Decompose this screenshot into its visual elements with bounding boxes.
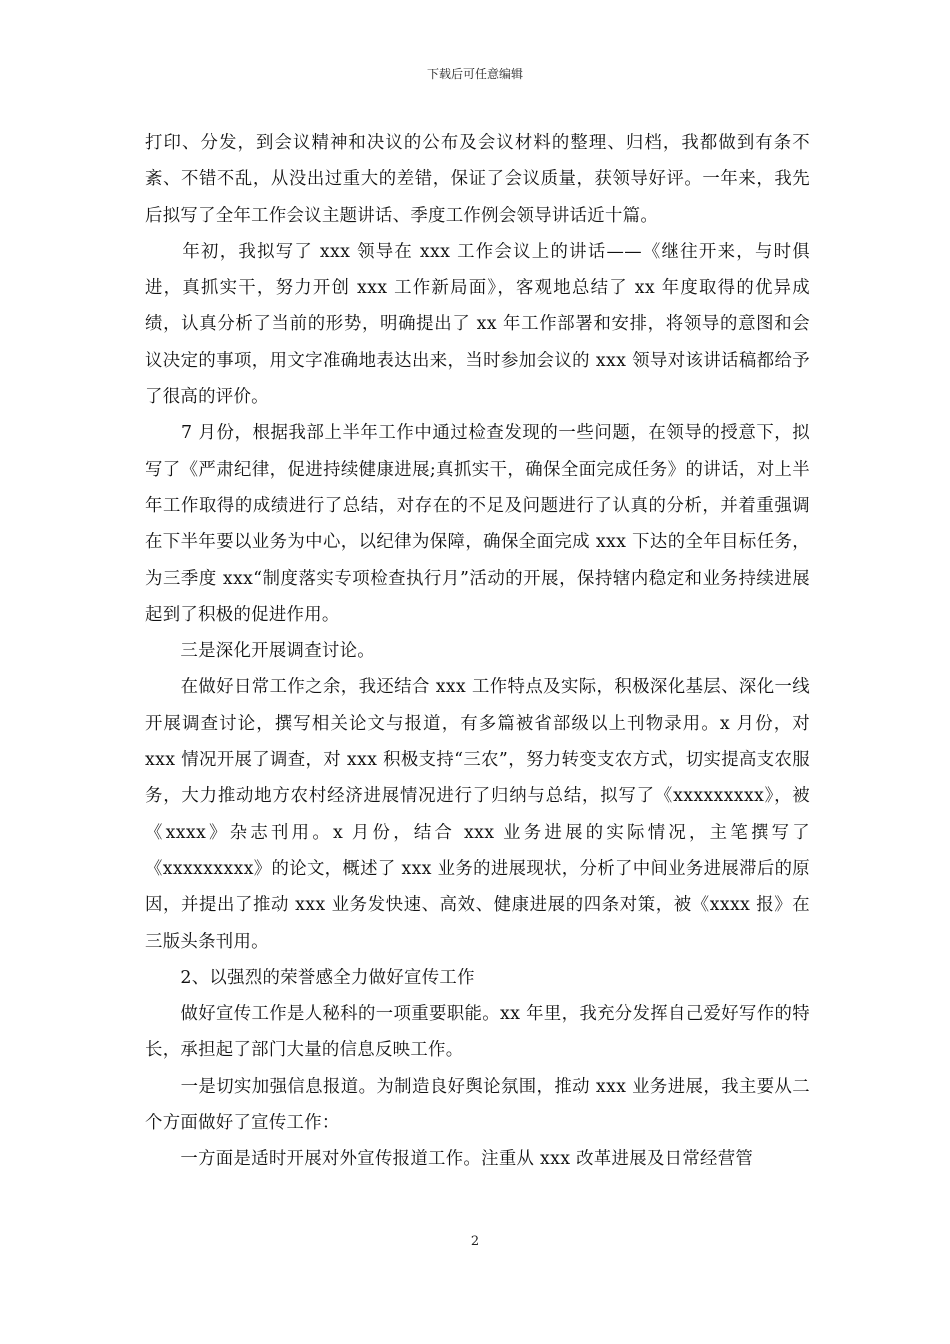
paragraph-publicity-intro: 做好宣传工作是人秘科的一项重要职能。xx 年里，我充分发挥自己爱好写作的特长，承担起了部门大量的信息反映工作。 [145, 1004, 810, 1061]
paragraph-july-speech: 7 月份，根据我部上半年工作中通过检查发现的一些问题，在领导的授意下，拟写了《严肃纪律，促进持续健康进展;真抓实干，确保全面完成任务》的讲话，对上半年工作取得的成绩进行了总结，对存在的不足及问题进行了认真的分析，并着重强调在下半年要以业务为中心，以纪律为保障，确保全面完成 xxx 下达的全年目标任务，为三季度 xxx“制度落实专项检查执行月”活动的开展，保持辖内稳定和业务持续进展起到了积极的促进作用。 [145, 423, 810, 625]
paragraph-meeting-work: 打印、分发，到会议精神和决议的公布及会议材料的整理、归档，我都做到有条不紊、不错不乱，从没出过重大的差错，保证了会议质量，获领导好评。一年来，我先后拟写了全年工作会议主题讲话、季度工作例会领导讲话近十篇。 [145, 133, 810, 226]
document-body [145, 125, 816, 1178]
paragraph-research-heading: 三是深化开展调查讨论。 [145, 641, 375, 662]
section-heading-publicity: 2、以强烈的荣誉感全力做好宣传工作 [145, 967, 475, 988]
page-header: 下载后可任意编辑 [426, 67, 523, 81]
page-number: 2 [470, 1234, 480, 1249]
paragraph-year-start-speech: 年初，我拟写了 xxx 领导在 xxx 工作会议上的讲话——《继往开来，与时俱进，真抓实干，努力开创 xxx 工作新局面》，客观地总结了 xx 年度取得的优异成绩，认真分析了当前的形势，明确提出了 xx 年工作部署和安排，将领导的意图和会议决定的事项，用文字准确地表达出来，当时参加会议的 xxx 领导对该讲话稿都给予了很高的评价。 [145, 241, 810, 408]
paragraph-information-reporting: 一是切实加强信息报道。为制造良好舆论氛围，推动 xxx 业务进展，我主要从二个方面做好了宣传工作： [145, 1076, 810, 1134]
paragraph-external-publicity: 一方面是适时开展对外宣传报道工作。注重从 xxx 改革进展及日常经营管 [145, 1149, 754, 1170]
paragraph-research-details: 在做好日常工作之余，我还结合 xxx 工作特点及实际，积极深化基层、深化一线开展调查讨论，撰写相关论文与报道，有多篇被省部级以上刊物录用。x 月份，对 xxx 情况开展了调查，对 xxx 积极支持“三农”，努力转变支农方式，切实提高支农服务，大力推动地方农村经济进展情况进行了归纳与总结，拟写了《xxxxxxxxx》，被《xxxx》杂志刊用。x 月份，结合 xxx 业务进展的实际情况，主笔撰写了《xxxxxxxxx》的论文，概述了 xxx 业务的进展现状，分析了中间业务进展滞后的原因，并提出了推动 xxx 业务发快速、高效、健康进展的四条对策，被《xxxx 报》在三版头条刊用。 [145, 677, 816, 952]
